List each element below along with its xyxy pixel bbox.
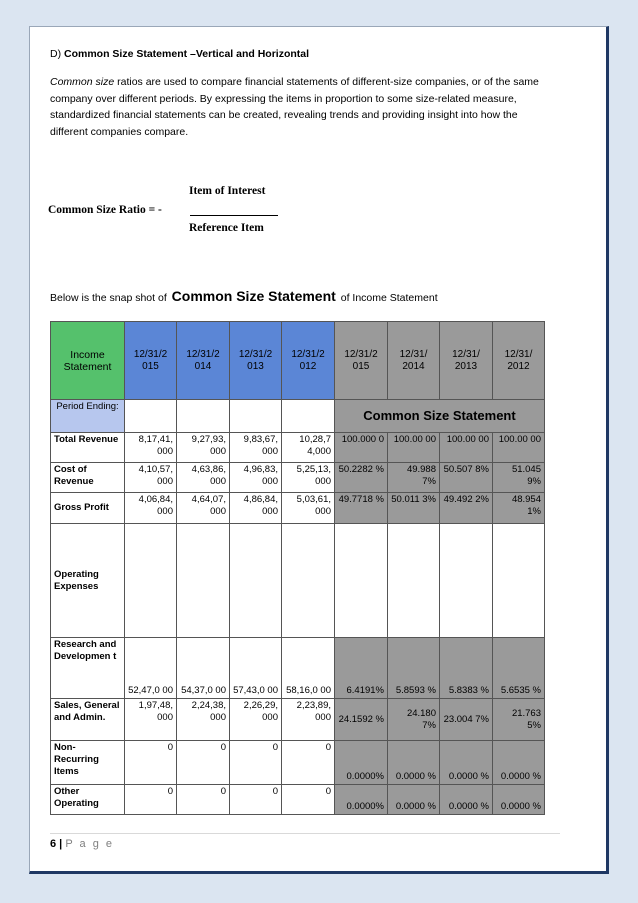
pct-cell bbox=[440, 524, 493, 638]
value-cell: 0 bbox=[177, 741, 230, 785]
pct-cell: 51.045 9% bbox=[493, 463, 545, 493]
intro-text: ratios are used to compare financial statements of different-size companies, or of the same company over different periods. By expressing the items in proportion to some size-related measure, standardized financial statements can be created, revealing trends and providing insight into how the different companies compare. bbox=[50, 76, 539, 138]
pct-cell: 0.0000 % bbox=[388, 785, 440, 815]
value-cell: 2,23,89, 000 bbox=[282, 699, 335, 741]
row-label: Gross Profit bbox=[51, 493, 125, 524]
value-cell: 0 bbox=[125, 741, 177, 785]
page-footer bbox=[50, 838, 114, 850]
date-header: 12/31/2 013 bbox=[230, 322, 282, 400]
snapshot-after: of Income Statement bbox=[340, 292, 438, 304]
pct-date-header: 12/31/ 2013 bbox=[440, 322, 493, 400]
value-cell: 2,26,29, 000 bbox=[230, 699, 282, 741]
pct-cell: 24.1592 % bbox=[335, 699, 388, 741]
empty-cell bbox=[125, 400, 177, 433]
page-word: P a g e bbox=[65, 838, 114, 850]
value-cell: 10,28,7 4,000 bbox=[282, 433, 335, 463]
heading-prefix: D) bbox=[50, 48, 64, 60]
snapshot-before: Below is the snap shot of bbox=[50, 292, 167, 304]
pct-cell: 21.763 5% bbox=[493, 699, 545, 741]
page-number: 6 bbox=[50, 838, 57, 850]
value-cell: 0 bbox=[282, 785, 335, 815]
table-row bbox=[51, 463, 545, 493]
footer-separator: | bbox=[56, 838, 66, 850]
pct-cell: 50.011 3% bbox=[388, 493, 440, 524]
value-cell: 52,47,0 00 bbox=[125, 638, 177, 699]
value-cell: 4,06,84, 000 bbox=[125, 493, 177, 524]
table-row bbox=[51, 524, 545, 638]
footer-divider bbox=[50, 833, 560, 834]
pct-cell: 0.0000 % bbox=[493, 785, 545, 815]
pct-cell: 50.507 8% bbox=[440, 463, 493, 493]
pct-cell: 0.0000 % bbox=[388, 741, 440, 785]
pct-cell: 23.004 7% bbox=[440, 699, 493, 741]
value-cell: 5,25,13, 000 bbox=[282, 463, 335, 493]
value-cell: 4,63,86, 000 bbox=[177, 463, 230, 493]
pct-cell: 5.8593 % bbox=[388, 638, 440, 699]
pct-cell: 100.00 00 bbox=[388, 433, 440, 463]
value-cell bbox=[230, 524, 282, 638]
value-cell: 5,03,61, 000 bbox=[282, 493, 335, 524]
common-size-title: Common Size Statement bbox=[335, 400, 545, 433]
row-label: Sales, General and Admin. bbox=[51, 699, 125, 741]
value-cell: 0 bbox=[282, 741, 335, 785]
intro-italic: Common size bbox=[50, 76, 115, 88]
value-cell bbox=[177, 524, 230, 638]
intro-paragraph bbox=[50, 74, 550, 140]
value-cell: 57,43,0 00 bbox=[230, 638, 282, 699]
heading-title: Common Size Statement –Vertical and Horizontal bbox=[64, 48, 310, 60]
section-heading bbox=[50, 48, 309, 60]
date-header: 12/31/2 012 bbox=[282, 322, 335, 400]
value-cell: 54,37,0 00 bbox=[177, 638, 230, 699]
pct-cell: 0.0000 % bbox=[440, 785, 493, 815]
pct-cell bbox=[388, 524, 440, 638]
pct-cell: 5.8383 % bbox=[440, 638, 493, 699]
value-cell: 4,86,84, 000 bbox=[230, 493, 282, 524]
pct-cell: 100.00 00 bbox=[440, 433, 493, 463]
formula-denominator: Reference Item bbox=[189, 222, 264, 234]
date-header: 12/31/2 015 bbox=[125, 322, 177, 400]
pct-cell bbox=[335, 524, 388, 638]
pct-cell: 6.4191% bbox=[335, 638, 388, 699]
pct-cell: 0.0000% bbox=[335, 785, 388, 815]
pct-date-header: 12/31/2 015 bbox=[335, 322, 388, 400]
snapshot-line bbox=[50, 288, 438, 304]
row-label: Total Revenue bbox=[51, 433, 125, 463]
value-cell: 0 bbox=[177, 785, 230, 815]
formula-label: Common Size Ratio = - bbox=[48, 204, 162, 216]
pct-cell: 50.2282 % bbox=[335, 463, 388, 493]
value-cell: 0 bbox=[230, 741, 282, 785]
value-cell: 4,64,07, 000 bbox=[177, 493, 230, 524]
pct-cell: 24.180 7% bbox=[388, 699, 440, 741]
empty-cell bbox=[230, 400, 282, 433]
value-cell: 4,96,83, 000 bbox=[230, 463, 282, 493]
pct-cell: 0.0000 % bbox=[493, 741, 545, 785]
empty-cell bbox=[177, 400, 230, 433]
table-row bbox=[51, 699, 545, 741]
empty-cell bbox=[282, 400, 335, 433]
date-header: 12/31/2 014 bbox=[177, 322, 230, 400]
row-label: Research and Developmen t bbox=[51, 638, 125, 699]
table-corner: Income Statement bbox=[51, 322, 125, 400]
pct-cell bbox=[493, 524, 545, 638]
value-cell bbox=[282, 524, 335, 638]
pct-cell: 48.954 1% bbox=[493, 493, 545, 524]
value-cell: 9,27,93, 000 bbox=[177, 433, 230, 463]
snapshot-emph: Common Size Statement bbox=[171, 288, 336, 304]
value-cell bbox=[125, 524, 177, 638]
period-ending-label: Period Ending: bbox=[51, 400, 125, 433]
pct-cell: 49.988 7% bbox=[388, 463, 440, 493]
table-row bbox=[51, 493, 545, 524]
pct-cell: 49.7718 % bbox=[335, 493, 388, 524]
table-row bbox=[51, 741, 545, 785]
row-label: Cost of Revenue bbox=[51, 463, 125, 493]
value-cell: 0 bbox=[125, 785, 177, 815]
row-label: Non- Recurring Items bbox=[51, 741, 125, 785]
table-row bbox=[51, 433, 545, 463]
row-label: Other Operating bbox=[51, 785, 125, 815]
table-row bbox=[51, 638, 545, 699]
value-cell: 58,16,0 00 bbox=[282, 638, 335, 699]
pct-date-header: 12/31/ 2014 bbox=[388, 322, 440, 400]
pct-cell: 0.0000% bbox=[335, 741, 388, 785]
value-cell: 2,24,38, 000 bbox=[177, 699, 230, 741]
formula bbox=[48, 183, 328, 263]
pct-cell: 100.000 0 bbox=[335, 433, 388, 463]
pct-cell: 49.492 2% bbox=[440, 493, 493, 524]
value-cell: 0 bbox=[230, 785, 282, 815]
fraction-line bbox=[190, 215, 278, 216]
pct-date-header: 12/31/ 2012 bbox=[493, 322, 545, 400]
value-cell: 8,17,41, 000 bbox=[125, 433, 177, 463]
value-cell: 4,10,57, 000 bbox=[125, 463, 177, 493]
value-cell: 9,83,67, 000 bbox=[230, 433, 282, 463]
formula-numerator: Item of Interest bbox=[189, 185, 266, 197]
common-size-table bbox=[50, 321, 545, 815]
pct-cell: 0.0000 % bbox=[440, 741, 493, 785]
pct-cell: 100.00 00 bbox=[493, 433, 545, 463]
row-label: Operating Expenses bbox=[51, 524, 125, 638]
value-cell: 1,97,48, 000 bbox=[125, 699, 177, 741]
table-row bbox=[51, 785, 545, 815]
pct-cell: 5.6535 % bbox=[493, 638, 545, 699]
